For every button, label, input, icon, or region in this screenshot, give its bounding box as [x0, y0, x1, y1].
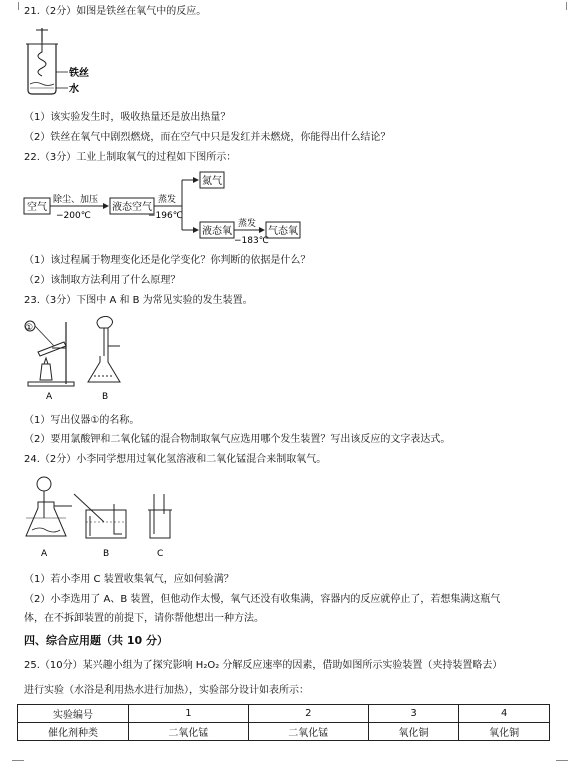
q24-label-c: C — [157, 549, 164, 559]
q22-stem: 22.（3分）工业上制取氧气的过程如下图所示： — [24, 152, 237, 163]
q21-label-water: 水 — [69, 84, 79, 95]
table-row — [18, 723, 550, 741]
flow-step3-bottom: −183℃ — [234, 236, 269, 246]
flow-air: 空气 — [27, 202, 47, 213]
flow-step2-bottom: −196℃ — [148, 211, 183, 221]
q23-label-a: A — [46, 392, 53, 402]
q23-sub1: （1）写出仪器①的名称。 — [24, 415, 140, 426]
flow-liquid-air: 液态空气 — [112, 202, 152, 213]
q21-sub1: （1）该实验发生时，吸收热量还是放出热量？ — [24, 112, 231, 123]
section-4-heading: 四、综合应用题（共 10 分） — [24, 634, 168, 647]
table-cell: 2 — [248, 705, 368, 723]
q24-sub2b: 体，在不拆卸装置的前提下，请你帮他想出一种方法。 — [24, 613, 264, 624]
flow-step1-bottom: −200℃ — [56, 211, 91, 221]
q24-label-a: A — [41, 549, 48, 559]
table-header-cell: 实验编号 — [18, 705, 129, 723]
flow-step3-top: 蒸发 — [238, 219, 257, 229]
q23-sub2: （2）要用氯酸钾和二氧化锰的混合物制取氧气应选用哪个发生装置？写出该反应的文字表达式。 — [24, 434, 451, 445]
q21-stem: 21.（2分）如图是铁丝在氧气中的反应。 — [24, 6, 207, 17]
flow-step1-top: 除尘、加压 — [53, 195, 99, 205]
q21-iron-wire-figure — [22, 28, 92, 98]
flow-step2-top: 蒸发 — [158, 195, 177, 205]
q22-sub2: （2）该制取方法利用了什么原理？ — [24, 275, 181, 286]
table-cell: 4 — [459, 705, 550, 723]
q22-flow-diagram — [22, 166, 312, 248]
table-cell: 3 — [368, 705, 459, 723]
q25-stem: 25.（10分）某兴趣小组为了探究影响 H₂O₂ 分解反应速率的因素，借助如图所示实验装置（夹持装置略去） — [24, 660, 503, 671]
q24-label-b: B — [103, 549, 110, 559]
table-row — [18, 705, 550, 723]
table-cell: 二氧化锰 — [129, 723, 249, 741]
flow-liquid-oxygen: 液态氧 — [202, 226, 232, 237]
q24-apparatus-figure — [24, 474, 194, 564]
q23-label-b: B — [102, 392, 109, 402]
corner-mark-top-right — [556, 2, 567, 10]
q21-label-iron: 铁丝 — [69, 68, 89, 79]
q23-stem: 23.（3分）下图中 A 和 B 为常见实验的发生装置。 — [24, 295, 253, 306]
corner-mark-bottom-right — [556, 760, 568, 771]
table-cell: 二氧化锰 — [248, 723, 368, 741]
q24-sub2a: （2）小李选用了 A、B 装置，但他动作太慢，氧气还没有收集满，容器内的反应就停止了，若想集满这瓶气 — [24, 594, 501, 605]
flow-gas-oxygen: 气态氧 — [268, 226, 298, 237]
table-cell: 氧化铜 — [459, 723, 550, 741]
q25-stem-2: 进行实验（水浴是利用热水进行加热），实验部分设计如表所示： — [24, 685, 309, 696]
table-cell: 氧化铜 — [368, 723, 459, 741]
table-cell: 1 — [129, 705, 249, 723]
table-header-cell: 催化剂种类 — [18, 723, 129, 741]
q23-apparatus-figure — [24, 316, 134, 402]
q23-label-circled-1: ① — [25, 323, 34, 333]
q21-sub2: （2）铁丝在氧气中剧烈燃烧，而在空气中只是发红并未燃烧，你能得出什么结论？ — [24, 132, 391, 143]
q24-stem: 24.（2分）小李同学想用过氧化氢溶液和二氧化锰混合来制取氧气。 — [24, 454, 327, 465]
flow-nitrogen: 氮气 — [202, 176, 222, 187]
q24-sub1: （1）若小李用 C 装置收集氧气，应如何验满？ — [24, 574, 234, 585]
q25-experiment-table — [17, 704, 550, 741]
corner-mark-bottom-left — [12, 760, 24, 771]
q22-sub1: （1）该过程属于物理变化还是化学变化？你判断的依据是什么？ — [24, 255, 311, 266]
